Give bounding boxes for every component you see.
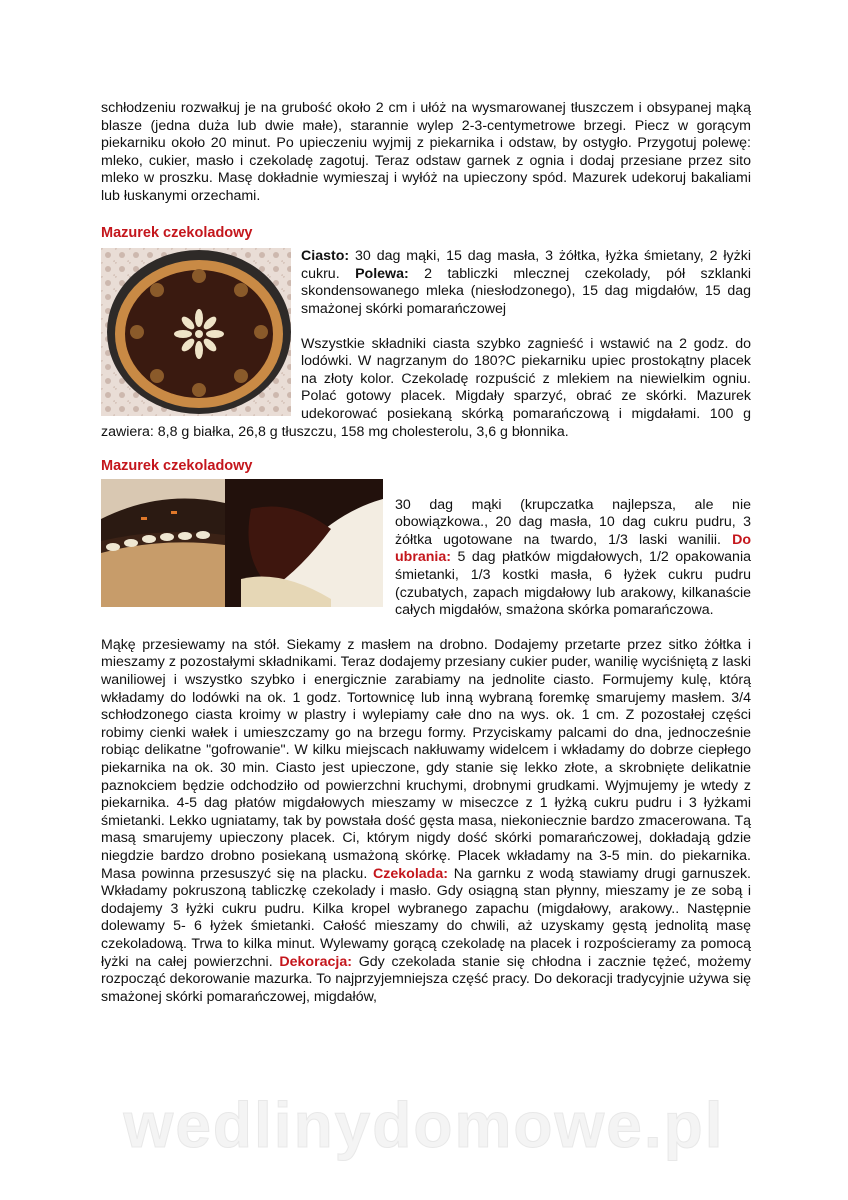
- czekolada-text: Na garnku z wodą stawiamy drugi garnuszek. Wkładamy pokruszoną tabliczkę czekolady i masło. Gdy osiągną stan płynny, mieszamy je ze sobą i dodajemy 3 łyżki cukru pudru. Kilka kropel wybranego zapachu (migdałowy, arakowy.. Następnie dolewamy 5- 6 łyżek śmietanki. Całość mieszamy do chwili, aż uzyskamy gęstą jednolitą masę czekoladową. Trwa to kilka minut. Wylewamy gorącą czekoladę na placek i rozpościeramy za pomocą łyżki na całej powierzchni.: [101, 865, 751, 970]
- dekoracja-text: Gdy czekolada stanie się chłodna i zacznie tężeć, możemy rozpocząć dekorowanie mazurka. To najprzyjemniejsza część pracy. Do dekoracji tradycyjnie używa się smażonej skórki pomarańczowej, migdałów,: [101, 953, 751, 1005]
- polewa-label: Polewa:: [355, 265, 409, 282]
- recipe1-title: Mazurek czekoladowy: [101, 224, 253, 241]
- dekoracja-label: Dekoracja:: [279, 953, 352, 970]
- ciasto-label: Ciasto:: [301, 248, 350, 265]
- recipe2-title: Mazurek czekoladowy: [101, 458, 253, 475]
- czekolada-label: Czekolada:: [373, 865, 448, 882]
- recipe1-cake-photo: [101, 248, 291, 416]
- recipe2-cake-photos: [101, 479, 383, 607]
- recipe1-instructions: Wszystkie składniki ciasta szybko zagnieść i wstawić na 2 godz. do lodówki. W nagrzanym do 180?C piekarniku upiec prostokątny placek na złoty kolor. Czekoladę rozpuścić z mlekiem na niewielkim ogniu. Polać gotowy placek. Migdały sparzyć, obrać ze skórki. Mazurek udekorować posiekaną skórką pomarańczową i migdałami. 100 g zawiera: 8,8 g białka, 26,8 g tłuszczu, 158 mg cholesterolu, 3,6 g błonnika.: [101, 335, 751, 440]
- intro-paragraph: schłodzeniu rozwałkuj je na grubość około 2 cm i ułóż na wysmarowanej tłuszczem i obsypanej mąką blasze (jedna duża lub dwie małe), starannie wylep 2-3-centymetrowe brzegi. Piecz w gorącym piekarniku około 20 minut. Po upieczeniu wyjmij z piekarnika i odstaw, by ostygło. Przygotuj polewę: mleko, cukier, masło i czekoladę zagotuj. Teraz odstaw garnek z ognia i dodaj przesiane przez sito mleko w proszku. Masę dokładnie wymieszaj i wyłóż na upieczony spód. Mazurek udekoruj bakaliami lub łuskanymi orzechami.: [101, 100, 751, 204]
- recipe2-block: [101, 479, 751, 620]
- do-ubrania-label: Do ubrania:: [395, 531, 751, 566]
- do-ubrania-text: 5 dag płatków migdałowych, 1/2 opakowania śmietanki, 1/3 kostki masła, 6 łyżek cukru pudru (czubatych, zapach migdałowy lub arakowy, kilkanaście całych migdałów, smażona skórka pomarańczowa.: [395, 549, 751, 619]
- document-page: [101, 100, 751, 1006]
- ciasto-text: 30 dag mąki, 15 dag masła, 3 żółtka, łyżka śmietany, 2 łyżki cukru.: [301, 248, 751, 282]
- watermark: wedlinydomowe.pl: [123, 1089, 725, 1161]
- recipe2-ingredients: 30 dag mąki (krupczatka najlepsza, ale nie obowiązkowa., 20 dag masła, 10 dag cukru pudru, 3 żółtka ugotowane na twardo, 1/3 laski wanilii.: [395, 496, 751, 548]
- recipe2-method: Mąkę przesiewamy na stół. Siekamy z masłem na drobno. Dodajemy przetarte przez sitko żółtka i mieszamy z pozostałymi składnikami. Teraz dodajemy przesiany cukier puder, wanilię wyciśniętą z laski waniliowej i wszystko szybko i energicznie zarabiamy na jednolite ciasto. Formujemy kulę, którą wkładamy do lodówki na ok. 1 godz. Tortownicę lub inną wybraną foremkę smarujemy masłem. 3/4 schłodzonego ciasta kroimy w plastry i wylepiamy całe dno na wys. ok. 1 cm. Z pozostałej części robimy cienki wałek i umieszczamy go na brzegu formy. Przyciskamy palcami do dna, jednocześnie robiąc delikatne "gofrowanie". W kilku miejscach nakłuwamy widelcem i wkładamy do dobrze ciepłego piekarnika na ok. 30 min. Ciasto jest upieczone, gdy stanie się lekko złote, a skrobnięte delikatnie paznokciem będzie odchodziło od powierzchni kruchymi, drobnymi grudkami. Wyjmujemy je wtedy z piekarnika. 4-5 dag płatów migdałowych mieszamy w miseczce z 1 łyżką cukru pudru i 3 łyżkami śmietanki. Lekko ugniatamy, tak by powstała dość gęsta masa, niekoniecznie bardzo zmacerowana. Tą masą smarujemy upieczony placek. Ci, którym nigdy dość skórki pomarańczowej, dokładają gdzie niegdzie bardzo drobno posiekaną usmażoną skórkę. Placek wkładamy na 3-5 min. do piekarnika. Masa powinna przesuszyć się na placku.: [101, 636, 751, 882]
- polewa-text: 2 tabliczki mlecznej czekolady, pół szklanki skondensowanego mleka (niesłodzonego), 15 dag migdałów, 15 dag smażonej skórki pomarańczowej: [301, 265, 752, 317]
- recipe1-block: [101, 248, 751, 441]
